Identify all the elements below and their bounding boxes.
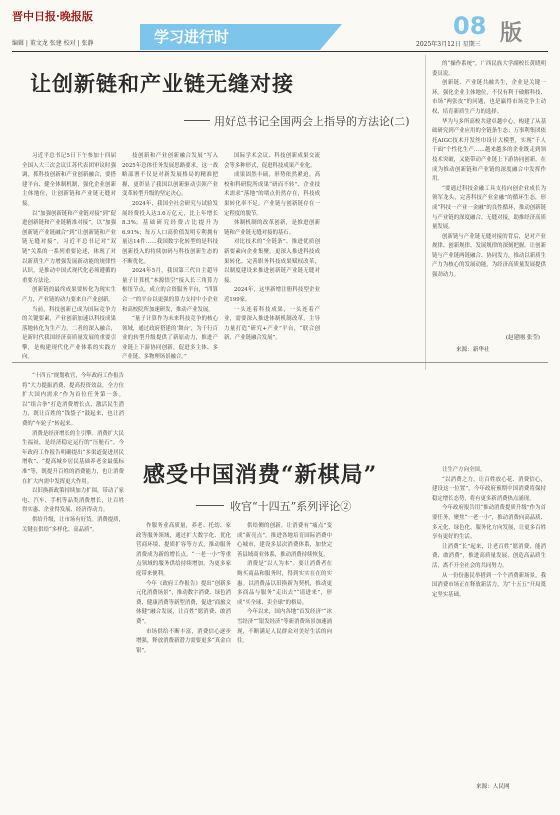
article1-column-4 xyxy=(432,60,546,330)
paragraph: 今年政府报告用“推动消费提质升级”作为首要任务，聚焦“一老一小”，推动消费向高品质、多元化、绿色化、服务化方向发展，让更多百姓享有更好的生活。 xyxy=(432,505,546,541)
article-separator xyxy=(12,362,548,363)
paragraph: 创新链的最终成果要转化为现实生产力，产业链的动力要来自产业创新。 xyxy=(22,287,116,303)
header-rule xyxy=(12,51,548,52)
article1-signature: (赵建刚 张莹) xyxy=(505,335,540,341)
article1-column-2 xyxy=(122,152,218,360)
paragraph: 今年《政府工作报告》提出“创新多元化消费场景”，推动数字消费、绿色消费、健康消费等新型消费，促进“商旅文体健”融合发展，让百姓“愿消费、敢消费”。 xyxy=(136,580,231,625)
article2-column-4 xyxy=(432,466,546,776)
paragraph: 供给侧的创新，让消费有“痛点”变成“新亮点”。推进各地培育国际消费中心城市，建设多层次消费体系，加快完善县域商业体系，推动消费持续恢复。 xyxy=(237,523,332,558)
paragraph: “以消费之力，让百姓放心花、消费信心，建设这一位置”，今年政府预期中国消费将保持稳定增长态势，将有更多新消费热点涌现。 xyxy=(432,476,546,502)
page-suffix: 版 xyxy=(500,20,523,46)
paragraph: 的“操作系统”，广西民族大学副校长黄晓明委员说。 xyxy=(432,61,546,77)
paragraph: 消费是经济增长的主引擎。消费扩大民生福祉，是经济稳定运行的“压舱石”。今年政府工作报告明确提出“多渠道促进居民增收”、“提高城乡居民基础养老金最低标准”等，既提升百姓的消费能力，也让消费在扩大内需中发挥更大作用。 xyxy=(22,430,124,485)
paragraph: 从一份份惠民举措到一个个消费新场景，我国消费市场正在释放新活力，为“十五五”开局奠定坚实基础。 xyxy=(432,572,546,598)
article1-subtitle-dash xyxy=(184,120,210,121)
paragraph: 创新链与产业链无缝对接的背后，是对产业规律、创新规律、发展规律的深刻把握。让创新链与产业链两链融合、协同发力，推动以新质生产力为核心的发展动能，为经济高质量发展提供强劲动力。 xyxy=(432,233,546,279)
article2-source: 来源：人民网 xyxy=(476,784,510,790)
article1-source: 来源：新华社 xyxy=(456,347,490,353)
article2-subtitle: 收官“十四五”系列评论② xyxy=(230,500,352,513)
paragraph: 市场供给不断丰富，消费信心逐步增强，释放消费新潜力需要更多“真金白银”。 xyxy=(136,628,231,654)
paragraph: 让生产方向全国。 xyxy=(442,467,486,473)
section-tab: 学习进行时 xyxy=(140,24,320,50)
paragraph: 一头连着科技成果，一头连着产业，需要深入推进体制机制改革，主导力量打造“研究+产业”平台，“联合创新、产业链融合发展”。 xyxy=(224,306,320,342)
paragraph: 当前，科技创新已成为国际竞争力的关键要素，产业创新加速以科技成果落地转化为生产力。二者的深入融合，是新时代我国经济高质量发展的重要引擎，是构建现代化产业体系的实践方向。 xyxy=(22,306,116,360)
article2-intro-column xyxy=(22,372,124,797)
article2-column-2 xyxy=(136,522,231,792)
paragraph: 以旧换新政策持续加力扩围，带动了家电、汽车、手机等品类消费增长，让百姓得实惠、企业得发展、经济得动力。 xyxy=(22,488,124,514)
editors-line: 编辑 | 董文龙 张建 校对 | 张静 xyxy=(12,40,94,47)
article2-column-3 xyxy=(237,522,332,792)
paragraph: 供给升级，让市场有好货。消费提质，关键在供给“多样化、高品质”。 xyxy=(22,516,124,533)
dateline: 2025年3月12日 星期三 xyxy=(416,41,481,48)
article1-column-3 xyxy=(224,152,320,360)
paragraph: 消费是“以人为本”。要让消费者在购买商品和服务时，得到实实在在的实惠。以消费品以旧换新为契机，推动更多商品与服务“走出去”“请进来”，形成“买全球、卖全球”的格局。 xyxy=(237,561,332,606)
paragraph: 成果固然丰硕，形势依然紧迫。高校和科研院所成果“研而不转”、企业技术需求“落地”的堵点仍然存在，科技成果转化率不足，产业链与创新链存在一定程度的脱节。 xyxy=(224,172,320,217)
paragraph: 华为与多所高校共建卓越中心，构建了从基础研究到产业应用的全链条生态；万事利集团依托AIGC技术开发丝巾设计大模型，实现“千人千面”个性化生产……越来越多的企业既走到领技术突破，又能带动产业链上下游协同创新，在成为推动创新链和产业链的深度融合中发挥作用。 xyxy=(432,118,546,183)
column-divider xyxy=(425,55,426,370)
paragraph: 2024年5月，我国第三代自主超导量子计算机“本源悟空”接入长三角算力枢纽节点，成立的合资服务平台，“四算合一”的平台以更强的算力支持中小企业和高校院所加速研发，推动产业发展。 xyxy=(122,268,218,313)
paragraph: 今年以来，国内各地“首发经济”“冰雪经济”“银发经济”等新消费场景加速涌现，不断满足人民群众对美好生活的向往。 xyxy=(237,609,332,645)
paragraph: 体制机制的改革创新，是推进创新链和产业链无缝对接的基石。 xyxy=(224,220,320,236)
paragraph: 习近平总书记5日下午参加十四届全国人大三次会议江苏代表团审议时强调，抓科技创新和产业创新融合，要搭建平台、健全体制机制，强化企业创新主体地位，让创新链和产业链无缝对接。 xyxy=(22,153,116,207)
article1-subtitle: 用好总书记全国两会上指导的方法论(二) xyxy=(214,115,410,128)
paragraph: “要通过科技金融工具支持向创企业成长为领军龙头，完善科技产业金融”的循环生态，形成“科技一产业一金融”的良性循环，推动创新链与产业链的深度融合、无缝对接，助推经济高质量发展。 xyxy=(432,185,546,231)
paragraph: 2024年，我国全社会研究与试验发展经费投入达3.6万亿元，比上年增长8.3%；基础研究经费占比提升为6.91%；每万人口高价值发明专利拥有量达14件……我国数字化转型的是科技创新投入的持续加码与科技创新生态的不断优化。 xyxy=(122,200,218,265)
paragraph: 国际学术会议、科技创新成果交流会等多种形式，促进科技成果产业化。 xyxy=(224,153,320,169)
paragraph: 创新链、产业链共融共生，企业是关键一环。强化企业主体地位，不仅有利于破解科技、市场“两张皮”的问题，也是赢得市场竞争主动权、培育新质生产力的选择。 xyxy=(432,80,546,115)
paragraph: “量子计算作为未来科技竞争的核心领域，通过政府搭建的‘舞台’，为千行百业的转型升级提供了新原动力，推进产业链上下游协同创新，促进多主体、多产业链、多物理场景融合。” xyxy=(122,316,218,360)
masthead: 晋中日报·晚报版 xyxy=(12,10,93,23)
paragraph: “十四五”规划收官，今年政府工作报告将“大力提振消费、提高投资效益，全方位扩大国内需求”作为首位任务第一条。以“组合拳”打造消费增长点、激活民生潜力，既让百姓的“钱袋子”鼓起来，也让消费的“车轮子”转起来。 xyxy=(22,373,124,427)
article1-title: 让创新链和产业链无缝对接 xyxy=(30,71,294,96)
paragraph: 技创新和产业创新融合发展”写入2025年总体任务发展思路要求，这一战略部署不仅是对新发展格局的精准把握，更彰显了我国以创新驱动引领产业变革转型升级的坚定决心。 xyxy=(122,153,218,198)
paragraph: 对比技术的“全链条”、推进优质创新要素向企业集聚，更深入推进科技成果转化、完善职务科技成果赋权改革，以制度建设来推进创新链产业链无缝对接。 xyxy=(224,239,320,284)
paragraph: 让消费“长”起来，让老百姓“愿消费、能消费、敢消费”，推进高质量发展、创造高品质生活，离不开全社会的共同努力。 xyxy=(432,543,546,569)
article2-title: 感受中国消费“新棋局” xyxy=(143,462,378,488)
paragraph: 作服务业高质量，养老、托幼、家政等服务领域，通过扩大数字化、优化营商环境、提质扩容等方式，推动服务消费成为新的增长点。“一老一小”等重点领域的服务供给持续增加，为更多家庭带来便利。 xyxy=(136,523,231,577)
paragraph: 以“加强创新链和产业链对接”到“促进创新链和产业链精准对接”，以“加强创新链产业链融合”到“让创新链和产业链无缝对接”，习近平总书记对“双链”关系的一系列重要论述，体现了对以新质生产力增强发展新动能的规律性认识，是推动中国式现代化必须遵循的重要方法论。 xyxy=(22,210,116,284)
section-tab-tail xyxy=(320,24,342,50)
page-number: 08 xyxy=(453,12,487,40)
article2-subtitle-dash xyxy=(196,505,224,506)
paragraph: 2024年，这里新增注册科技型企业近199家。 xyxy=(224,287,320,303)
article1-column-1 xyxy=(22,152,116,360)
